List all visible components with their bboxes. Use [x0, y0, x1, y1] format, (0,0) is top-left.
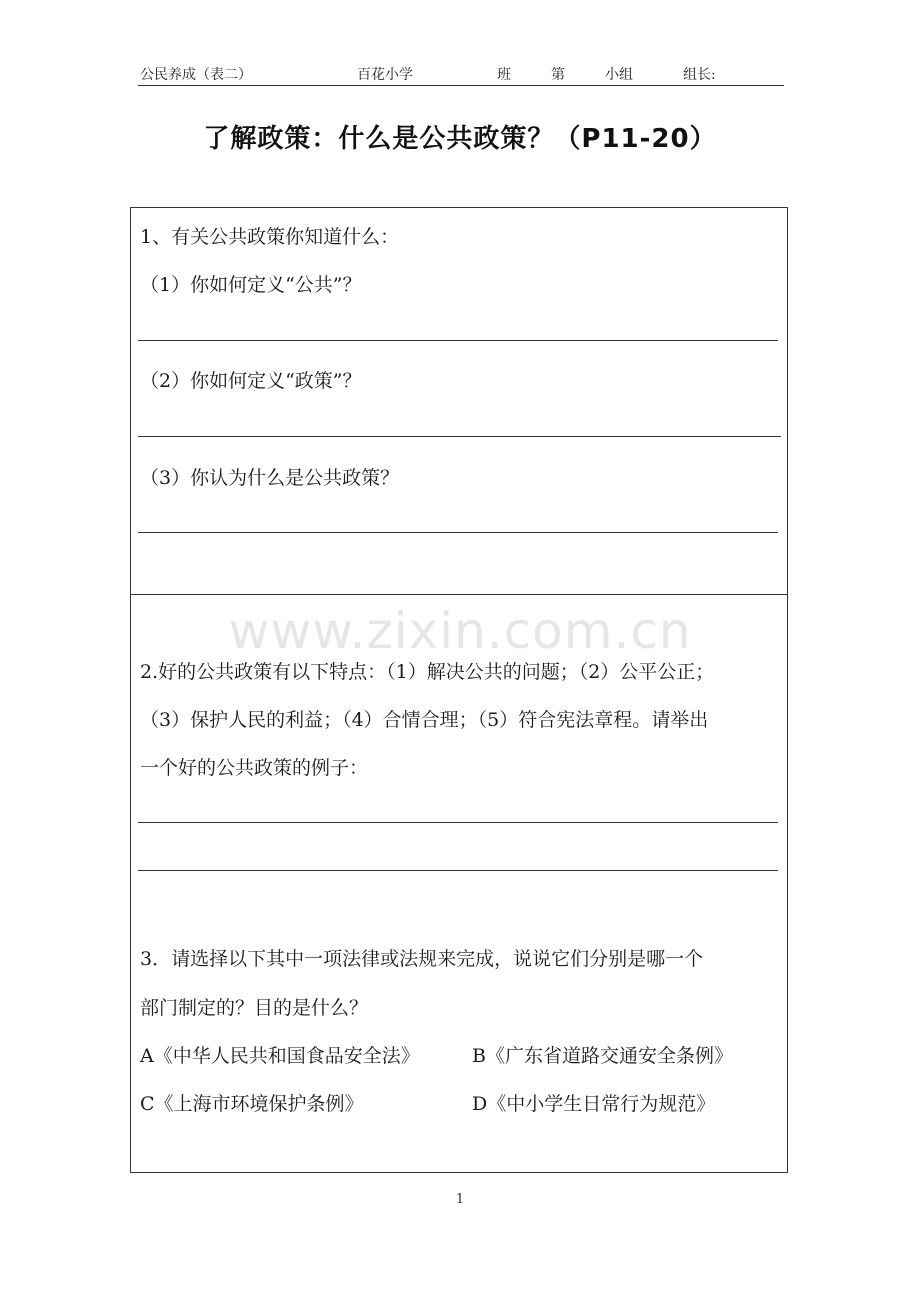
section2-line-3: 一个好的公共政策的例子： [140, 757, 369, 779]
answer-line-1[interactable] [138, 340, 778, 341]
option-c: C《上海市环境保护条例》 [140, 1093, 364, 1115]
section2-line-1: 2.好的公共政策有以下特点：（1）解决公共的问题；（2）公平公正； [140, 661, 715, 683]
watermark: www.zixin.com.cn [228, 602, 692, 660]
header-group-label: 小组 [605, 67, 633, 83]
option-d: D《中小学生日常行为规范》 [472, 1093, 716, 1115]
section1-question-1: （1）你如何定义“公共”？ [140, 274, 362, 296]
worksheet-frame [130, 207, 788, 1173]
header-rule [138, 85, 784, 86]
section1-heading: 1、有关公共政策你知道什么： [140, 226, 400, 248]
section2-line-2: （3）保护人民的利益；（4）合情合理；（5）符合宪法章程。请举出 [140, 709, 709, 731]
header-leader-label: 组长: [683, 67, 716, 83]
header-group-number-label: 第 [551, 67, 565, 83]
section3-line-2: 部门制定的？目的是什么？ [140, 997, 369, 1019]
header-school: 百花小学 [357, 67, 413, 83]
answer-line-2[interactable] [138, 436, 781, 437]
answer-line-5[interactable] [138, 870, 778, 871]
header-series: 公民养成（表二） [140, 67, 252, 83]
page-number: 1 [455, 1192, 465, 1207]
option-a: A《中华人民共和国食品安全法》 [140, 1045, 420, 1067]
header-class-label: 班 [497, 67, 511, 83]
section-divider [130, 594, 788, 595]
option-b: B《广东省道路交通安全条例》 [472, 1045, 733, 1067]
page-title: 了解政策：什么是公共政策？（P11-20） [203, 124, 717, 154]
answer-line-3[interactable] [138, 532, 778, 533]
answer-line-4[interactable] [138, 822, 778, 823]
section1-question-3: （3）你认为什么是公共政策？ [140, 467, 400, 489]
section3-line-1: 3．请选择以下其中一项法律或法规来完成，说说它们分别是哪一个 [140, 948, 704, 970]
section1-question-2: （2）你如何定义“政策”？ [140, 370, 362, 392]
